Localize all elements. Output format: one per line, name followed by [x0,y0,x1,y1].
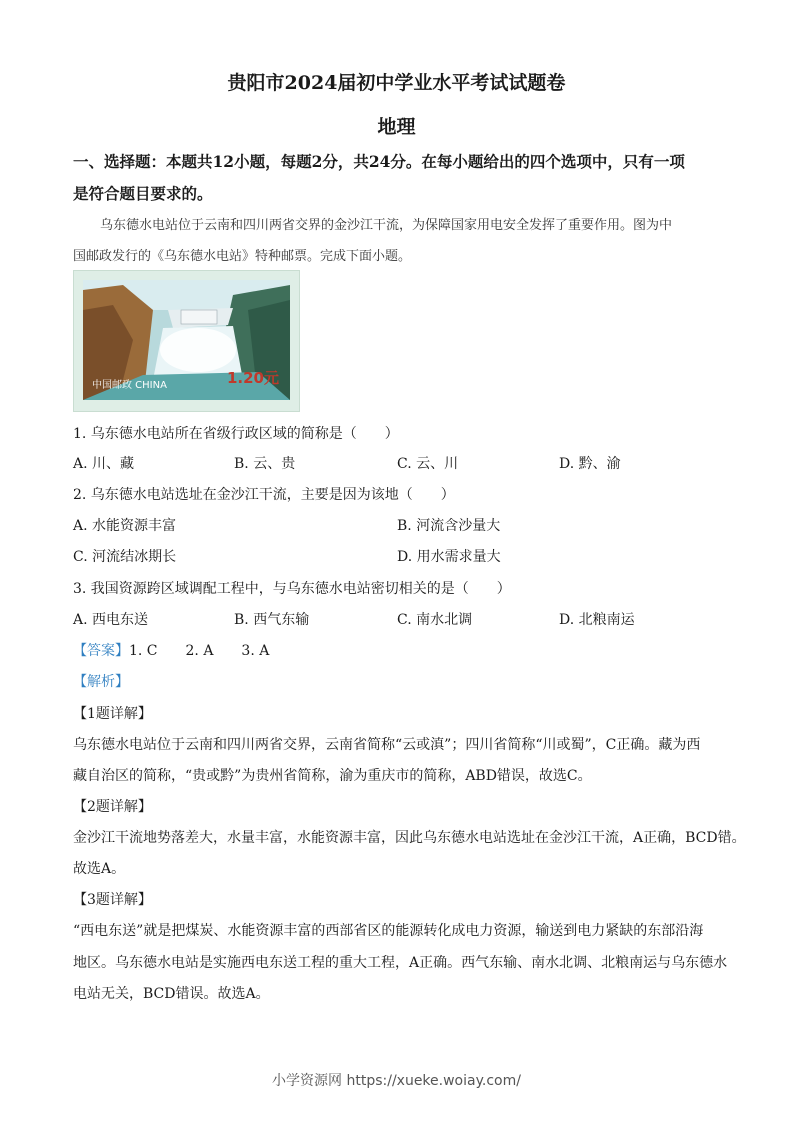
answer-text: 1. C 2. A 3. A [129,643,270,659]
detail-2-paragraph-cont: 故选A。 [73,861,126,877]
detail-2-paragraph: 金沙江干流地势落差大，水量丰富，水能资源丰富，因此乌东德水电站选址在金沙江干流，A正确，BCD错。 [73,830,746,846]
detail-3-paragraph: “西电东送”就是把煤炭、水能资源丰富的西部省区的能源转化成电力资源，输送到电力紧缺的东部沿海 [73,923,704,939]
answer-line [73,640,269,660]
detail-3-paragraph-cont-2: 电站无关，BCD错误。故选A。 [73,986,270,1002]
detail-3-paragraph-cont-1: 地区。乌东德水电站是实施西电东送工程的重大工程，A正确。西气东输、南水北调、北粮南运与乌东德水 [73,955,728,971]
detail-1-paragraph-cont: 藏自治区的简称，“贵或黔”为贵州省简称，渝为重庆市的简称，ABD错误，故选C。 [73,768,592,784]
question-2-option-c: C. 河流结冰期长 [73,549,177,565]
detail-1-heading: 【1题详解】 [73,706,152,722]
question-1-option-c: C. 云、川 [397,456,459,472]
detail-2-heading: 【2题详解】 [73,799,152,815]
detail-3-heading: 【3题详解】 [73,892,152,908]
question-3-option-c: C. 南水北调 [397,612,473,628]
question-1-option-b: B. 云、贵 [234,456,296,472]
analysis-tag: 【解析】 [73,674,129,690]
stamp-image [73,270,300,412]
question-3-option-d: D. 北粮南运 [559,612,635,628]
question-1-option-d: D. 黔、渝 [559,456,621,472]
question-3-option-a: A. 西电东送 [73,612,149,628]
question-1-stem: 1. 乌东德水电站所在省级行政区域的简称是（ ） [73,426,399,442]
stamp-denomination: 1.20元 [226,369,279,387]
question-2-option-b: B. 河流含沙量大 [397,518,501,534]
subject-title: 地理 [377,116,416,138]
question-3-stem: 3. 我国资源跨区域调配工程中，与乌东德水电站密切相关的是（ ） [73,581,511,597]
question-2-option-a: A. 水能资源丰富 [73,518,177,534]
intro-paragraph-cont: 国邮政发行的《乌东德水电站》特种邮票。完成下面小题。 [73,249,412,264]
document-title: 贵阳市2024届初中学业水平考试试题卷 [227,72,566,94]
section-heading-cont: 是符合题目要求的。 [73,184,213,203]
intro-paragraph: 乌东德水电站位于云南和四川两省交界的金沙江干流，为保障国家用电安全发挥了重要作用。图为中 [100,218,673,233]
detail-1-paragraph: 乌东德水电站位于云南和四川两省交界，云南省简称“云或滇”；四川省简称“川或蜀”，C正确。藏为西 [73,737,701,753]
question-2-option-d: D. 用水需求量大 [397,549,501,565]
stamp-country-label: 中国邮政 CHINA [92,380,167,391]
answer-tag: 【答案】 [73,643,129,659]
footer-watermark[interactable]: 小学资源网 https://xueke.woiay.com/ [272,1073,521,1089]
question-3-option-b: B. 西气东输 [234,612,310,628]
section-heading: 一、选择题：本题共12小题，每题2分，共24分。在每小题给出的四个选项中，只有一项 [73,152,685,171]
question-2-stem: 2. 乌东德水电站选址在金沙江干流，主要是因为该地（ ） [73,487,455,503]
question-1-option-a: A. 川、藏 [73,456,135,472]
